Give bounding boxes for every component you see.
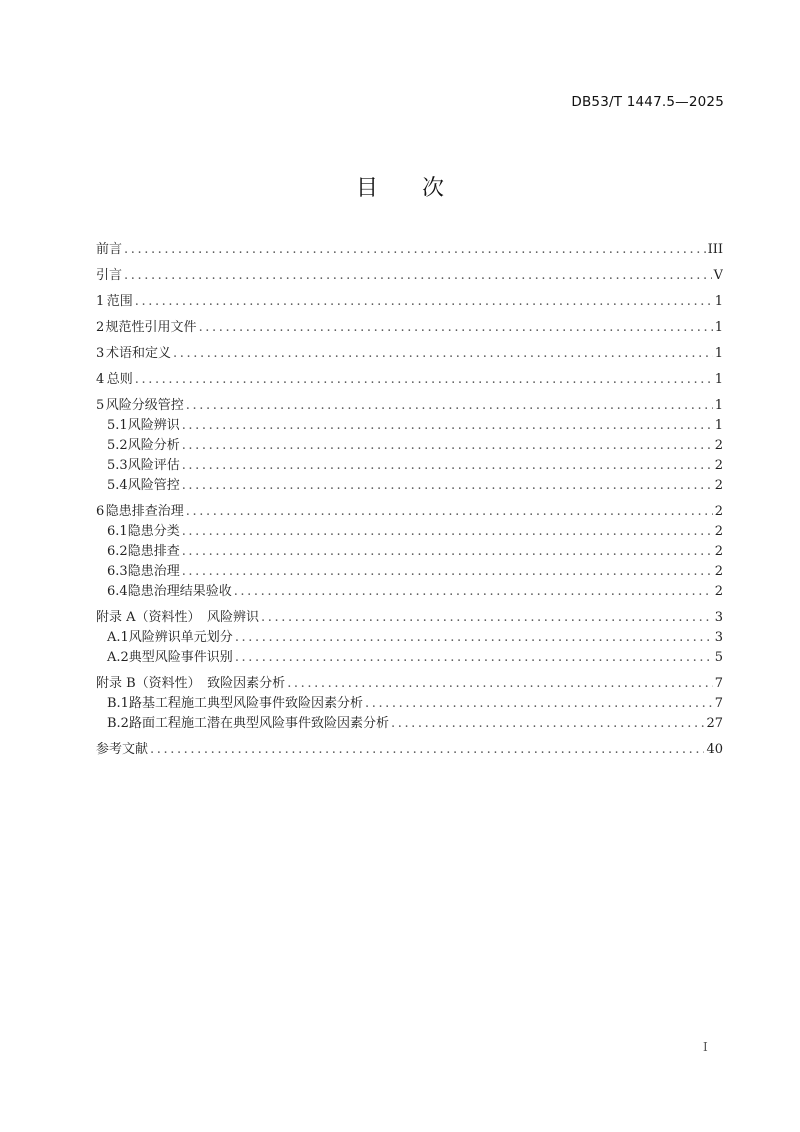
toc-number: 6.2 bbox=[107, 544, 128, 559]
leader-dots bbox=[182, 456, 713, 476]
toc-number: 2 bbox=[96, 320, 105, 335]
toc-label: 附录 A（资料性） 风险辨识 bbox=[96, 610, 260, 625]
leader-dots bbox=[173, 344, 713, 364]
leader-dots bbox=[124, 266, 712, 286]
toc-page: 1 bbox=[714, 372, 723, 387]
toc-number: 5.2 bbox=[107, 438, 128, 453]
page-number: I bbox=[703, 1040, 708, 1054]
toc-label: 风险评估 bbox=[127, 458, 180, 473]
leader-dots bbox=[182, 542, 713, 562]
toc-number: 1 bbox=[96, 294, 105, 309]
toc-label: 风险管控 bbox=[127, 478, 180, 493]
toc-page: 1 bbox=[714, 320, 723, 335]
toc-label: 总则 bbox=[106, 372, 133, 387]
toc-label: 路面工程施工潜在典型风险事件致险因素分析 bbox=[128, 716, 389, 731]
title-char-1: 目 bbox=[355, 176, 378, 201]
toc-number: 6 bbox=[96, 504, 105, 519]
table-of-contents bbox=[96, 240, 723, 760]
toc-entry-appendix-a[interactable] bbox=[96, 608, 723, 628]
toc-entry-b-2[interactable] bbox=[96, 714, 723, 734]
toc-page: 2 bbox=[714, 458, 723, 473]
leader-dots bbox=[186, 396, 713, 416]
leader-dots bbox=[235, 648, 713, 668]
leader-dots bbox=[234, 582, 713, 602]
toc-label: 规范性引用文件 bbox=[105, 320, 197, 335]
toc-label: 路基工程施工典型风险事件致险因素分析 bbox=[128, 696, 363, 711]
toc-page: 2 bbox=[714, 564, 723, 579]
toc-page: 2 bbox=[714, 584, 723, 599]
toc-number: A.1 bbox=[107, 630, 129, 645]
toc-entry-foreword[interactable] bbox=[96, 240, 723, 260]
toc-page: 27 bbox=[706, 716, 723, 731]
toc-page: 2 bbox=[714, 544, 723, 559]
toc-entry-3[interactable] bbox=[96, 344, 723, 364]
toc-page: 1 bbox=[714, 398, 723, 413]
leader-dots bbox=[391, 714, 704, 734]
toc-label: 隐患排查治理 bbox=[105, 504, 184, 519]
toc-entry-6-4[interactable] bbox=[96, 582, 723, 602]
toc-page: 1 bbox=[714, 418, 723, 433]
leader-dots bbox=[135, 370, 713, 390]
toc-label: 前言 bbox=[96, 242, 123, 257]
toc-page: 7 bbox=[714, 676, 723, 691]
toc-page: 3 bbox=[714, 630, 723, 645]
toc-label: 隐患治理 bbox=[127, 564, 180, 579]
toc-label: 范围 bbox=[106, 294, 133, 309]
toc-page: 1 bbox=[714, 346, 723, 361]
toc-label: 引言 bbox=[96, 268, 123, 283]
toc-entry-references[interactable] bbox=[96, 740, 723, 760]
toc-page: 3 bbox=[714, 610, 723, 625]
toc-number: 5 bbox=[96, 398, 105, 413]
toc-page: 2 bbox=[714, 504, 723, 519]
toc-entry-introduction[interactable] bbox=[96, 266, 723, 286]
leader-dots bbox=[365, 694, 713, 714]
toc-entry-a-1[interactable] bbox=[96, 628, 723, 648]
toc-label: 术语和定义 bbox=[106, 346, 172, 361]
leader-dots bbox=[182, 476, 713, 496]
leader-dots bbox=[182, 562, 713, 582]
leader-dots bbox=[235, 628, 713, 648]
toc-entry-appendix-b[interactable] bbox=[96, 674, 723, 694]
toc-label: 附录 B（资料性） 致险因素分析 bbox=[96, 676, 286, 691]
toc-page: 2 bbox=[714, 438, 723, 453]
toc-label: 典型风险事件识别 bbox=[128, 650, 233, 665]
leader-dots bbox=[182, 522, 713, 542]
toc-entry-6[interactable] bbox=[96, 502, 723, 522]
toc-label: 隐患分类 bbox=[127, 524, 180, 539]
toc-number: 5.1 bbox=[107, 418, 128, 433]
toc-label: 隐患排查 bbox=[127, 544, 180, 559]
toc-entry-4[interactable] bbox=[96, 370, 723, 390]
toc-entry-2[interactable] bbox=[96, 318, 723, 338]
toc-entry-5[interactable] bbox=[96, 396, 723, 416]
toc-entry-5-2[interactable] bbox=[96, 436, 723, 456]
toc-entry-6-1[interactable] bbox=[96, 522, 723, 542]
toc-page: 40 bbox=[706, 742, 723, 757]
toc-number: A.2 bbox=[107, 650, 129, 665]
leader-dots bbox=[261, 608, 713, 628]
toc-page: 2 bbox=[714, 478, 723, 493]
leader-dots bbox=[182, 416, 713, 436]
toc-number: 5.3 bbox=[107, 458, 128, 473]
toc-number: 6.4 bbox=[107, 584, 128, 599]
toc-number: 3 bbox=[96, 346, 105, 361]
leader-dots bbox=[186, 502, 713, 522]
page-title bbox=[0, 171, 800, 202]
toc-entry-5-4[interactable] bbox=[96, 476, 723, 496]
toc-label: 风险分级管控 bbox=[105, 398, 184, 413]
toc-number: 5.4 bbox=[107, 478, 128, 493]
toc-number: 4 bbox=[96, 372, 105, 387]
toc-entry-6-2[interactable] bbox=[96, 542, 723, 562]
toc-label: 风险辨识单元划分 bbox=[128, 630, 233, 645]
title-char-2: 次 bbox=[422, 176, 445, 201]
toc-number: B.2 bbox=[107, 716, 129, 731]
toc-label: 风险分析 bbox=[127, 438, 180, 453]
toc-page: 5 bbox=[714, 650, 723, 665]
toc-entry-5-3[interactable] bbox=[96, 456, 723, 476]
toc-entry-b-1[interactable] bbox=[96, 694, 723, 714]
toc-page: 1 bbox=[714, 294, 723, 309]
leader-dots bbox=[287, 674, 713, 694]
leader-dots bbox=[182, 436, 713, 456]
toc-page: V bbox=[713, 268, 723, 283]
toc-number: 6.1 bbox=[107, 524, 128, 539]
toc-entry-a-2[interactable] bbox=[96, 648, 723, 668]
toc-entry-1[interactable] bbox=[96, 292, 723, 312]
toc-entry-5-1[interactable] bbox=[96, 416, 723, 436]
leader-dots bbox=[135, 292, 713, 312]
document-code: DB53/T 1447.5—2025 bbox=[571, 94, 724, 110]
leader-dots bbox=[199, 318, 713, 338]
leader-dots bbox=[124, 240, 706, 260]
toc-number: B.1 bbox=[107, 696, 129, 711]
toc-label: 风险辨识 bbox=[127, 418, 180, 433]
toc-label: 隐患治理结果验收 bbox=[127, 584, 232, 599]
toc-page: 7 bbox=[714, 696, 723, 711]
toc-page: 2 bbox=[714, 524, 723, 539]
toc-page: III bbox=[707, 242, 723, 257]
leader-dots bbox=[150, 740, 704, 760]
toc-entry-6-3[interactable] bbox=[96, 562, 723, 582]
toc-number: 6.3 bbox=[107, 564, 128, 579]
toc-label: 参考文献 bbox=[96, 742, 149, 757]
